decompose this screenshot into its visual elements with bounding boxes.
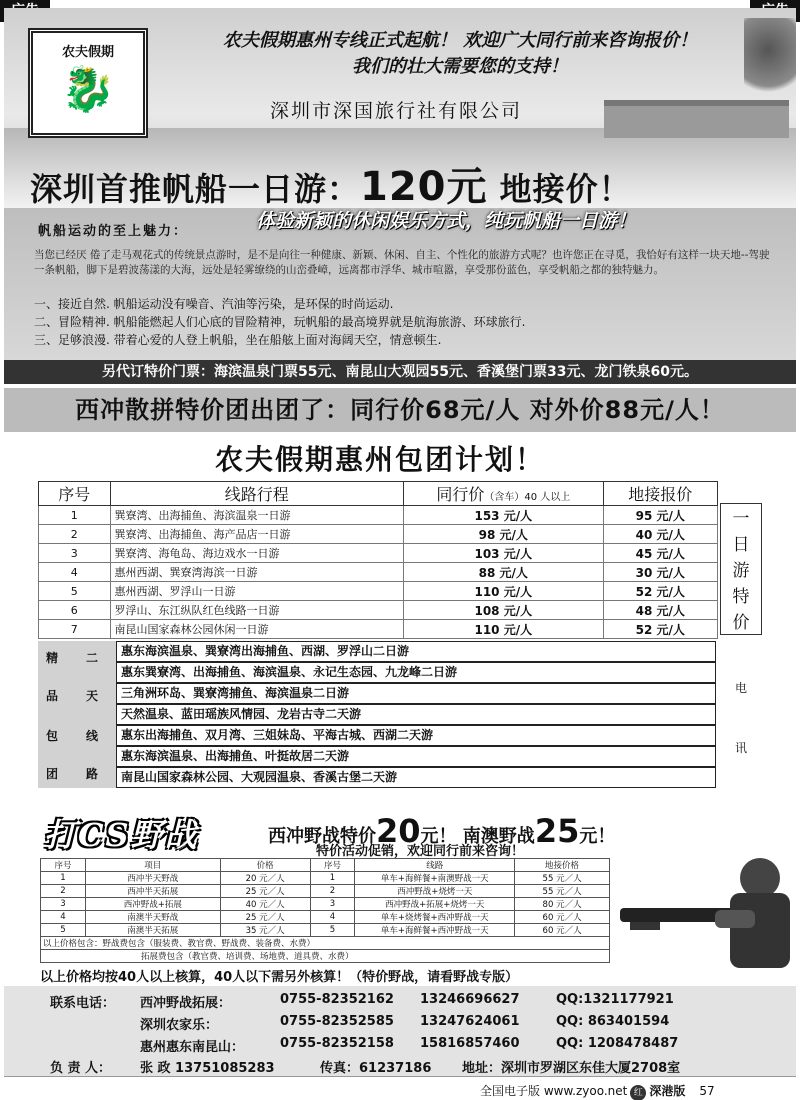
cs-row-local-price: 80 元／人 (515, 898, 610, 911)
cs-row-item: 南澳半天拓展 (85, 924, 220, 937)
package-item: 惠东海滨温泉、巽寮湾出海捕鱼、西湖、罗浮山二日游 (116, 641, 716, 662)
row-local-price: 52 元/人 (603, 620, 717, 639)
row-peer-price: 98 元/人 (404, 525, 604, 544)
table-row (39, 601, 718, 620)
row-no: 6 (39, 601, 111, 620)
table-header-row (39, 482, 718, 506)
person-name: 张 政 13751085283 (140, 1061, 275, 1076)
cs-note-2: 拓展费包含（教官费、培训费、场地费、道具费、水费） (41, 950, 610, 963)
package-item: 南昆山国家森林公园、大观园温泉、香溪古堡二天游 (116, 767, 716, 788)
table-row (41, 911, 610, 924)
contact-qq: QQ: 863401594 (556, 1014, 670, 1029)
side-char-5: 价 (732, 613, 750, 633)
footer-edition: 深港版 (649, 1084, 686, 1098)
contact-label: 联系电话： (50, 996, 116, 1011)
cs-row-price: 35 元／人 (220, 924, 310, 937)
row-peer-price: 103 元/人 (404, 544, 604, 563)
pkg-right-char-2: 讯 (734, 741, 747, 755)
cs-row-local-price: 60 元／人 (515, 911, 610, 924)
cs-col-local-price: 地接价格 (515, 859, 610, 872)
cs-row-local-price: 55 元／人 (515, 872, 610, 885)
cs-footnote: 以上价格均按40人以上核算，40人以下需另外核算！（特价野战，请看野战专版） (40, 970, 519, 985)
pkg-char: 品 (46, 689, 59, 703)
cs-row-no: 4 (41, 911, 86, 924)
cs-col-item: 项目 (85, 859, 220, 872)
palm-tree-image (744, 18, 796, 98)
row-route: 巽寮湾、出海捕鱼、海产品店一日游 (110, 525, 403, 544)
side-char-1: 一 (732, 509, 750, 529)
cs-row-route: 单车+烧烤餐+西冲野战一天 (355, 911, 515, 924)
package-item: 惠东海滨温泉、出海捕鱼、叶挺故居二天游 (116, 746, 716, 767)
cs-row-price: 25 元／人 (220, 885, 310, 898)
cs-note-row (41, 950, 610, 963)
cs-logo: 打CS野战 (44, 816, 199, 854)
row-route: 惠州西湖、巽寮湾海滨一日游 (110, 563, 403, 582)
contact-tel: 0755-82352158 (280, 1036, 394, 1051)
day-tour-special-label (720, 503, 762, 635)
sailing-headline (30, 155, 632, 212)
row-local-price: 30 元/人 (603, 563, 717, 582)
cs-header-row (41, 859, 610, 872)
cs-row-local-price: 55 元／人 (515, 885, 610, 898)
row-no: 7 (39, 620, 111, 639)
package-item: 惠东出海捕鱼、双月湾、三姐妹岛、平海古城、西湖二天游 (116, 725, 716, 746)
cs-col-route: 线路 (355, 859, 515, 872)
side-char-3: 游 (732, 561, 750, 581)
nongfu-logo (28, 28, 148, 138)
package-right-label (718, 641, 764, 788)
cs-row-item: 西冲野战+拓展 (85, 898, 220, 911)
resort-building-image (604, 100, 789, 138)
row-local-price: 45 元/人 (603, 544, 717, 563)
address: 地址：深圳市罗湖区东佳大厦2708室 (462, 1061, 681, 1076)
row-local-price: 95 元/人 (603, 506, 717, 525)
sailing-charm-label: 帆船运动的至上魅力： (38, 224, 189, 239)
col-route: 线路行程 (110, 482, 403, 506)
table-row (41, 885, 610, 898)
cs-row-route: 单车+海鲜餐+南澳野战一天 (355, 872, 515, 885)
row-peer-price: 110 元/人 (404, 582, 604, 601)
page-number: 57 (699, 1084, 715, 1098)
contact-qq: QQ: 1208478487 (556, 1036, 679, 1051)
cs-row-route: 西冲野战+烧烤一天 (355, 885, 515, 898)
side-char-2: 日 (732, 535, 750, 555)
cs-row-local-price: 60 元／人 (515, 924, 610, 937)
cs-row-route: 单车+海鲜餐+西冲野战一天 (355, 924, 515, 937)
plan-title: 农夫假期惠州包团计划！ (214, 443, 545, 476)
company-name: 深圳市深国旅行社有限公司 (270, 100, 523, 122)
cs-row-no: 5 (41, 924, 86, 937)
contact-name: 深圳农家乐： (140, 1018, 219, 1033)
contact-tel: 0755-82352162 (280, 992, 394, 1007)
headline-text: 深圳首推帆船一日游： (30, 170, 361, 208)
red-badge-icon: 红 (630, 1085, 646, 1100)
sailing-points (34, 295, 774, 349)
contact-mobile: 13246696627 (420, 992, 520, 1007)
cs-row-no-2: 1 (310, 872, 355, 885)
pkg-char: 线 (86, 729, 99, 743)
pkg-char: 天 (86, 689, 99, 703)
cs-row-price: 20 元／人 (220, 872, 310, 885)
row-local-price: 52 元/人 (603, 582, 717, 601)
cs-row-no-2: 5 (310, 924, 355, 937)
contact-mobile: 15816857460 (420, 1036, 520, 1051)
contact-tel: 0755-82352585 (280, 1014, 394, 1029)
row-local-price: 40 元/人 (603, 525, 717, 544)
ticket-offer-bar: 另代订特价门票：海滨温泉门票55元、南昆山大观园55元、香溪堡门票33元、龙门铁泉60元。 (4, 360, 796, 384)
cs-note-1: 以上价格包含：野战费包含（服装费、教官费、野战费、装备费、水费） (41, 937, 610, 950)
row-route: 惠州西湖、罗浮山一日游 (110, 582, 403, 601)
table-row (39, 506, 718, 525)
cs-head-a: 西冲野战特价 (268, 826, 376, 847)
cs-row-item: 西冲半天野战 (85, 872, 220, 885)
cs-row-item: 南澳半天野战 (85, 911, 220, 924)
cs-row-price: 25 元／人 (220, 911, 310, 924)
row-no: 3 (39, 544, 111, 563)
cs-price-1: 20 (376, 812, 421, 850)
package-item: 惠东巽寮湾、出海捕鱼、海滨温泉、永记生态园、九龙峰二日游 (116, 662, 716, 683)
pkg-char: 团 (46, 767, 59, 781)
footer-divider (4, 1076, 796, 1077)
table-row (41, 924, 610, 937)
slogan (170, 28, 750, 80)
cs-col-no-2: 序号 (310, 859, 355, 872)
table-row (39, 620, 718, 639)
pkg-char: 路 (86, 767, 99, 781)
contact-mobile: 13247624061 (420, 1014, 520, 1029)
row-peer-price: 110 元/人 (404, 620, 604, 639)
headline-price: 120元 (360, 164, 488, 210)
row-route: 巽寮湾、出海捕鱼、海滨温泉一日游 (110, 506, 403, 525)
point-2: 二、冒险精神. 帆船能燃起人们心底的冒险精神，玩帆船的最高境界就是航海旅游、环球旅行. (34, 315, 526, 329)
contact-name: 西冲野战拓展： (140, 996, 232, 1011)
footer-site: 全国电子版 www.zyoo.net (480, 1084, 628, 1098)
cs-row-item: 西冲半天拓展 (85, 885, 220, 898)
cs-col-no: 序号 (41, 859, 86, 872)
person-label: 负 责 人： (50, 1061, 112, 1076)
headline-suffix: 地接价！ (487, 170, 632, 208)
pkg-char: 二 (86, 651, 99, 665)
row-route: 罗浮山、东江纵队红色线路一日游 (110, 601, 403, 620)
point-3: 三、足够浪漫. 带着心爱的人登上帆船，坐在船舷上面对海阔天空，情意顿生. (34, 333, 442, 347)
sailing-intro: 当您已经厌 倦了走马观花式的传统景点游时，是不是向往一种健康、新颖、休闲、自主、个性化的旅游方式呢？也许您正在寻觅，我恰好有这样一块天地--驾驶一条帆船，脚下是碧波荡漾的大海，远处是轻雾缭绕的山峦叠嶂，远离都市浮华、城市喧嚣，享受那份蓝色，享受帆船之都的独特魅力。 (34, 249, 770, 276)
table-row (39, 582, 718, 601)
package-left-label (38, 641, 116, 788)
cs-price-2: 25 (534, 812, 580, 850)
soldier-image (620, 848, 795, 968)
row-route: 巽寮湾、海龟岛、海边戏水一日游 (110, 544, 403, 563)
package-item: 三角洲环岛、巽寮湾捕鱼、海滨温泉二日游 (116, 683, 716, 704)
cs-subline: 特价活动促销，欢迎同行前来咨询！ (316, 844, 525, 859)
table-row (39, 525, 718, 544)
col-peer-price (404, 482, 604, 506)
point-1: 一、接近自然. 帆船运动没有噪音、汽油等污染，是环保的时尚运动. (34, 297, 394, 311)
cs-row-no-2: 4 (310, 911, 355, 924)
cs-row-no: 2 (41, 885, 86, 898)
row-local-price: 48 元/人 (603, 601, 717, 620)
cs-row-no-2: 3 (310, 898, 355, 911)
fax: 传真：61237186 (320, 1061, 432, 1076)
row-peer-price: 88 元/人 (404, 563, 604, 582)
slogan-line-1: 农夫假期惠州专线正式起航！ 欢迎广大同行前来咨询报价！ (222, 30, 698, 51)
xichong-tour-bar: 西冲散拼特价团出团了：同行价68元/人 对外价88元/人！ (4, 388, 796, 432)
peer-price-note: （含车）40 人以上 (484, 492, 571, 503)
row-peer-price: 153 元/人 (404, 506, 604, 525)
contact-qq: QQ:1321177921 (556, 992, 674, 1007)
row-no: 2 (39, 525, 111, 544)
pkg-right-char-1: 电 (734, 681, 747, 695)
cs-price-table (40, 858, 610, 963)
pkg-char: 包 (46, 729, 59, 743)
cs-head-b: 元！ 南澳野战 (420, 826, 535, 847)
table-row (39, 563, 718, 582)
package-list (116, 641, 716, 788)
side-char-4: 特 (732, 587, 750, 607)
cs-row-no: 3 (41, 898, 86, 911)
logo-text: 农夫假期 (61, 45, 114, 60)
row-no: 1 (39, 506, 111, 525)
day-tour-table (38, 481, 718, 639)
peer-price-label: 同行价 (436, 485, 485, 504)
sailing-slogan: 体验新颖的休闲娱乐方式，纯玩帆船一日游！ (256, 210, 637, 232)
pkg-char: 精 (46, 651, 59, 665)
row-no: 4 (39, 563, 111, 582)
table-row (41, 872, 610, 885)
cs-row-route: 西冲野战+拓展+烧烤一天 (355, 898, 515, 911)
slogan-line-2: 我们的壮大需要您的支持！ (352, 56, 568, 77)
contact-block (4, 986, 796, 1076)
row-route: 南昆山国家森林公园休闲一日游 (110, 620, 403, 639)
row-peer-price: 108 元/人 (404, 601, 604, 620)
table-row (41, 898, 610, 911)
cs-row-no: 1 (41, 872, 86, 885)
dragon-icon: 🐉 (60, 64, 116, 115)
cs-row-price: 40 元／人 (220, 898, 310, 911)
col-no: 序号 (39, 482, 111, 506)
cs-note-row (41, 937, 610, 950)
row-no: 5 (39, 582, 111, 601)
contact-name: 惠州惠东南昆山： (140, 1040, 245, 1055)
col-local-price: 地接报价 (603, 482, 717, 506)
cs-row-no-2: 2 (310, 885, 355, 898)
cs-col-price: 价格 (220, 859, 310, 872)
package-item: 天然温泉、蓝田瑶族风情园、龙岩古寺二天游 (116, 704, 716, 725)
page-footer (480, 1082, 715, 1100)
cs-head-c: 元！ (579, 826, 616, 847)
table-row (39, 544, 718, 563)
